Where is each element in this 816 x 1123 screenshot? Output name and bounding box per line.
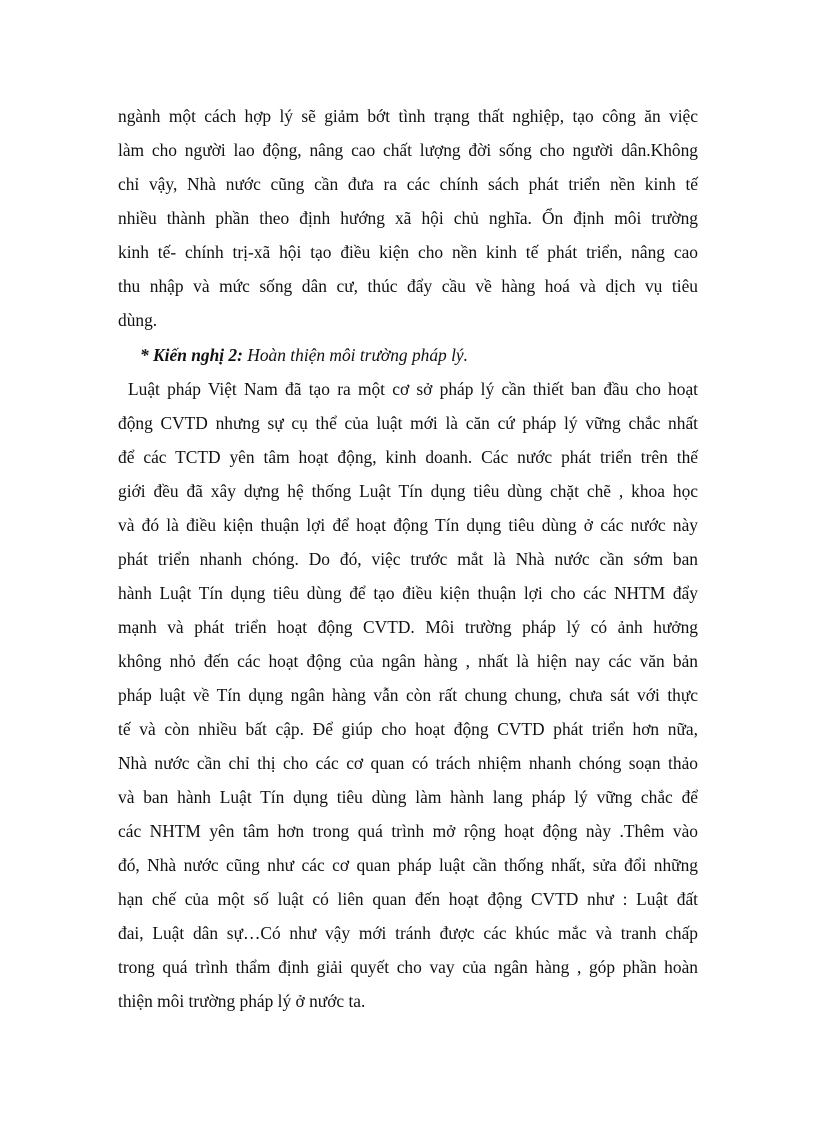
paragraph-line: làm cho người lao động, nâng cao chất lượng đời sống cho người dân.Không (118, 140, 698, 160)
paragraph-line: đai, Luật dân sự…Có như vậy mới tránh được các khúc mắc và tranh chấp (118, 923, 698, 943)
paragraph-line: thiện môi trường pháp lý ở nước ta. (118, 991, 366, 1011)
heading-label: * Kiến nghị 2 (140, 345, 238, 365)
paragraph-line: dùng. (118, 310, 158, 330)
paragraph-line: giới đều đã xây dựng hệ thống Luật Tín dụng tiêu dùng chặt chẽ , khoa học (118, 481, 698, 501)
paragraph-line: Luật pháp Việt Nam đã tạo ra một cơ sở pháp lý cần thiết ban đầu cho hoạt (128, 379, 698, 399)
paragraph-line: trong quá trình thẩm định giải quyết cho vay của ngân hàng , góp phần hoàn (118, 957, 698, 977)
paragraph-line: hành Luật Tín dụng tiêu dùng để tạo điều kiện thuận lợi cho các NHTM đẩy (118, 583, 698, 603)
paragraph-line: thu nhập và mức sống dân cư, thúc đẩy cầu về hàng hoá và dịch vụ tiêu (118, 276, 698, 296)
paragraph-line: ngành một cách hợp lý sẽ giảm bớt tình trạng thất nghiệp, tạo công ăn việc (118, 106, 698, 126)
paragraph-line: hạn chế của một số luật có liên quan đến hoạt động CVTD như : Luật đất (118, 889, 698, 909)
paragraph-line: để các TCTD yên tâm hoạt động, kinh doanh. Các nước phát triển trên thế (118, 447, 698, 467)
heading-text: Hoàn thiện môi trường pháp lý. (247, 345, 468, 365)
paragraph-line: phát triển nhanh chóng. Do đó, việc trước mắt là Nhà nước cần sớm ban (118, 549, 698, 569)
paragraph-line: kinh tế- chính trị-xã hội tạo điều kiện cho nền kinh tế phát triển, nâng cao (118, 242, 698, 262)
paragraph-line: và đó là điều kiện thuận lợi để hoạt động Tín dụng tiêu dùng ở các nước này (118, 515, 698, 535)
paragraph-line: mạnh và phát triển hoạt động CVTD. Môi trường pháp lý có ảnh hưởng (118, 617, 698, 637)
paragraph-line: động CVTD nhưng sự cụ thể của luật mới là căn cứ pháp lý vững chắc nhất (118, 413, 698, 433)
paragraph-line: các NHTM yên tâm hơn trong quá trình mở rộng hoạt động này .Thêm vào (118, 821, 698, 841)
paragraph-line: tế và còn nhiều bất cập. Để giúp cho hoạt động CVTD phát triển hơn nữa, (118, 719, 698, 739)
paragraph-line: nhiều thành phần theo định hướng xã hội chủ nghĩa. Ổn định môi trường (118, 208, 698, 228)
paragraph-line: và ban hành Luật Tín dụng tiêu dùng làm hành lang pháp lý vững chắc để (118, 787, 698, 807)
paragraph-line: pháp luật về Tín dụng ngân hàng vẫn còn rất chung chung, chưa sát với thực (118, 685, 698, 705)
paragraph-line: chỉ vậy, Nhà nước cũng cần đưa ra các chính sách phát triển nền kinh tế (118, 174, 698, 194)
section-heading (140, 345, 720, 365)
paragraph-line: không nhỏ đến các hoạt động của ngân hàng , nhất là hiện nay các văn bản (118, 651, 698, 671)
paragraph-line: Nhà nước cần chỉ thị cho các cơ quan có trách nhiệm nhanh chóng soạn thảo (118, 753, 698, 773)
heading-colon: : (237, 345, 243, 365)
paragraph-line: đó, Nhà nước cũng như các cơ quan pháp luật cần thống nhất, sửa đổi những (118, 855, 698, 875)
